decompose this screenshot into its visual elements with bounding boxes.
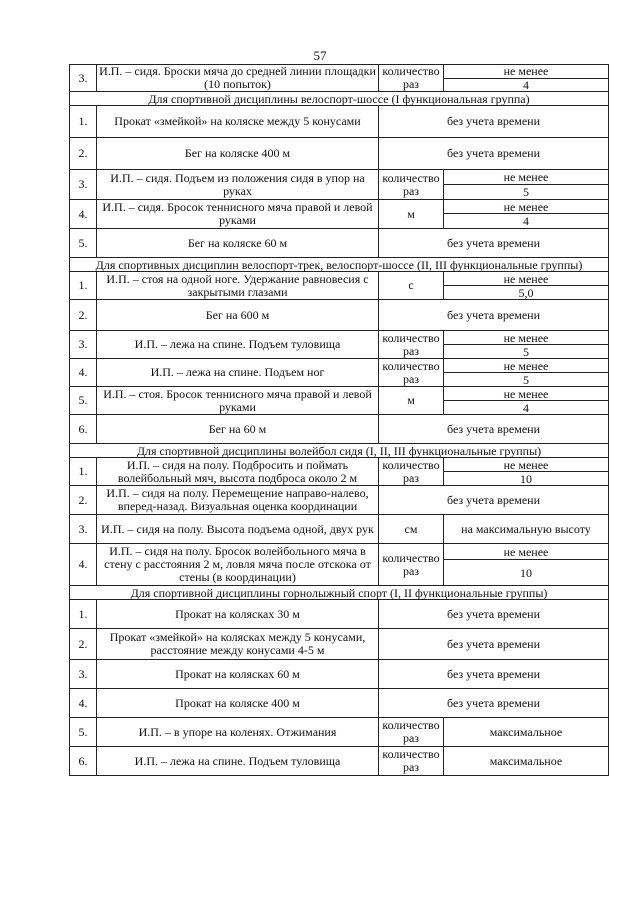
table-row xyxy=(70,629,609,660)
standard-value: без учета времени xyxy=(379,138,609,170)
exercise-description: И.П. – в упоре на коленях. Отжимания xyxy=(97,718,379,747)
exercise-description: И.П. – сидя на полу. Подбросить и поймать волейбольный мяч, высота подброса около 2 м xyxy=(97,458,379,486)
section-title: Для спортивной дисциплины велоспорт-шоссе (I функциональная группа) xyxy=(70,92,609,106)
exercise-description: И.П. – сидя. Подъем из положения сидя в упор на руках xyxy=(97,170,379,200)
table-row xyxy=(70,458,609,472)
standard-label: не менее xyxy=(444,200,609,214)
exercise-description: Бег на коляске 60 м xyxy=(97,229,379,258)
row-number: 3. xyxy=(70,170,97,200)
row-number: 1. xyxy=(70,600,97,629)
row-number: 1. xyxy=(70,458,97,486)
table-row xyxy=(70,65,609,79)
exercise-description: Бег на коляске 400 м xyxy=(97,138,379,170)
section-title: Для спортивной дисциплины горнолыжный спорт (I, II функциональные группы) xyxy=(70,586,609,600)
section-header-row xyxy=(70,92,609,106)
standard-value: 5,0 xyxy=(444,286,609,300)
table-row xyxy=(70,486,609,515)
exercise-description: Прокат на колясках 60 м xyxy=(97,660,379,689)
table-row xyxy=(70,106,609,138)
unit: см xyxy=(379,515,444,544)
row-number: 4. xyxy=(70,200,97,229)
table-row xyxy=(70,415,609,444)
standards-table xyxy=(69,64,609,776)
standard-label: не менее xyxy=(444,359,609,373)
exercise-description: Бег на 600 м xyxy=(97,300,379,331)
standard-label: не менее xyxy=(444,331,609,345)
table-row xyxy=(70,229,609,258)
table-row xyxy=(70,138,609,170)
table-row xyxy=(70,718,609,747)
exercise-description: И.П. – стоя на одной ноге. Удержание равновесия с закрытыми глазами xyxy=(97,272,379,300)
exercise-description: И.П. – сидя на полу. Бросок волейбольного мяча в стену с расстояния 2 м, ловля мяча после отскока от стены (в координации) xyxy=(97,544,379,586)
exercise-description: Прокат на колясках 30 м xyxy=(97,600,379,629)
row-number: 6. xyxy=(70,415,97,444)
table-row xyxy=(70,272,609,286)
unit: м xyxy=(379,200,444,229)
standard-value: 5 xyxy=(444,185,609,200)
unit: количество раз xyxy=(379,718,444,747)
section-header-row xyxy=(70,258,609,272)
standard-value: 5 xyxy=(444,345,609,359)
standard-label: не менее xyxy=(444,458,609,472)
table-row xyxy=(70,359,609,373)
unit: количество раз xyxy=(379,170,444,200)
table-row xyxy=(70,387,609,401)
exercise-description: И.П. – лежа на спине. Подъем туловища xyxy=(97,331,379,359)
standard-value: 4 xyxy=(444,401,609,415)
section-header-row xyxy=(70,586,609,600)
standard-value: без учета времени xyxy=(379,660,609,689)
unit: м xyxy=(379,387,444,415)
table-row xyxy=(70,300,609,331)
table-row xyxy=(70,544,609,560)
row-number: 4. xyxy=(70,689,97,718)
standard-value: без учета времени xyxy=(379,600,609,629)
exercise-description: И.П. – лежа на спине. Подъем туловища xyxy=(97,747,379,776)
unit: количество раз xyxy=(379,331,444,359)
table-row xyxy=(70,600,609,629)
exercise-description: И.П. – сидя. Бросок теннисного мяча правой и левой руками xyxy=(97,200,379,229)
exercise-description: И.П. – лежа на спине. Подъем ног xyxy=(97,359,379,387)
exercise-description: Прокат «змейкой» на коляске между 5 конусами xyxy=(97,106,379,138)
exercise-description: Прокат на коляске 400 м xyxy=(97,689,379,718)
standard-value: без учета времени xyxy=(379,415,609,444)
exercise-description: И.П. – стоя. Бросок теннисного мяча правой и левой руками xyxy=(97,387,379,415)
section-header-row xyxy=(70,444,609,458)
table-row xyxy=(70,170,609,185)
standard-label: не менее xyxy=(444,170,609,185)
exercise-description: И.П. – сидя. Броски мяча до средней линии площадки (10 попыток) xyxy=(97,65,379,92)
standard-value: без учета времени xyxy=(379,229,609,258)
row-number: 2. xyxy=(70,486,97,515)
row-number: 5. xyxy=(70,229,97,258)
row-number: 3. xyxy=(70,331,97,359)
row-number: 1. xyxy=(70,106,97,138)
page-number: 57 xyxy=(313,48,327,63)
table-row xyxy=(70,200,609,214)
standard-value: без учета времени xyxy=(379,300,609,331)
table-row xyxy=(70,689,609,718)
row-number: 4. xyxy=(70,544,97,586)
section-title: Для спортивной дисциплины волейбол сидя (I, II, III функциональные группы) xyxy=(70,444,609,458)
standard-value: 10 xyxy=(444,560,609,586)
row-number: 1. xyxy=(70,272,97,300)
row-number: 4. xyxy=(70,359,97,387)
row-number: 3. xyxy=(70,65,97,92)
standard-value: 4 xyxy=(444,214,609,229)
standard-label: не менее xyxy=(444,544,609,560)
standard-value: без учета времени xyxy=(379,106,609,138)
section-title: Для спортивных дисциплин велоспорт-трек, велоспорт-шоссе (II, III функциональные группы) xyxy=(70,258,609,272)
unit: с xyxy=(379,272,444,300)
standard-value: без учета времени xyxy=(379,486,609,515)
unit: количество раз xyxy=(379,458,444,486)
standard-label: не менее xyxy=(444,387,609,401)
row-number: 2. xyxy=(70,300,97,331)
row-number: 3. xyxy=(70,660,97,689)
row-number: 2. xyxy=(70,138,97,170)
row-number: 5. xyxy=(70,387,97,415)
exercise-description: И.П. – сидя на полу. Высота подъема одной, двух рук xyxy=(97,515,379,544)
exercise-description: Бег на 60 м xyxy=(97,415,379,444)
row-number: 5. xyxy=(70,718,97,747)
standard-value: без учета времени xyxy=(379,629,609,660)
unit: количество раз xyxy=(379,747,444,776)
standard-value: максимальное xyxy=(444,747,609,776)
table-row xyxy=(70,331,609,345)
standard-value: 5 xyxy=(444,373,609,387)
row-number: 3. xyxy=(70,515,97,544)
table-row xyxy=(70,660,609,689)
table-row xyxy=(70,747,609,776)
row-number: 6. xyxy=(70,747,97,776)
table-row xyxy=(70,515,609,544)
unit: количество раз xyxy=(379,359,444,387)
row-number: 2. xyxy=(70,629,97,660)
unit: количество раз xyxy=(379,65,444,92)
standard-value: без учета времени xyxy=(379,689,609,718)
standard-value: 4 xyxy=(444,78,609,92)
standard-value: на максимальную высоту xyxy=(444,515,609,544)
standard-value: 10 xyxy=(444,472,609,486)
standard-label: не менее xyxy=(444,272,609,286)
standard-label: не менее xyxy=(444,65,609,79)
exercise-description: Прокат «змейкой» на колясках между 5 конусами, расстояние между конусами 4-5 м xyxy=(97,629,379,660)
exercise-description: И.П. – сидя на полу. Перемещение направо-налево, вперед-назад. Визуальная оценка координации xyxy=(97,486,379,515)
unit: количество раз xyxy=(379,544,444,586)
standard-value: максимальное xyxy=(444,718,609,747)
